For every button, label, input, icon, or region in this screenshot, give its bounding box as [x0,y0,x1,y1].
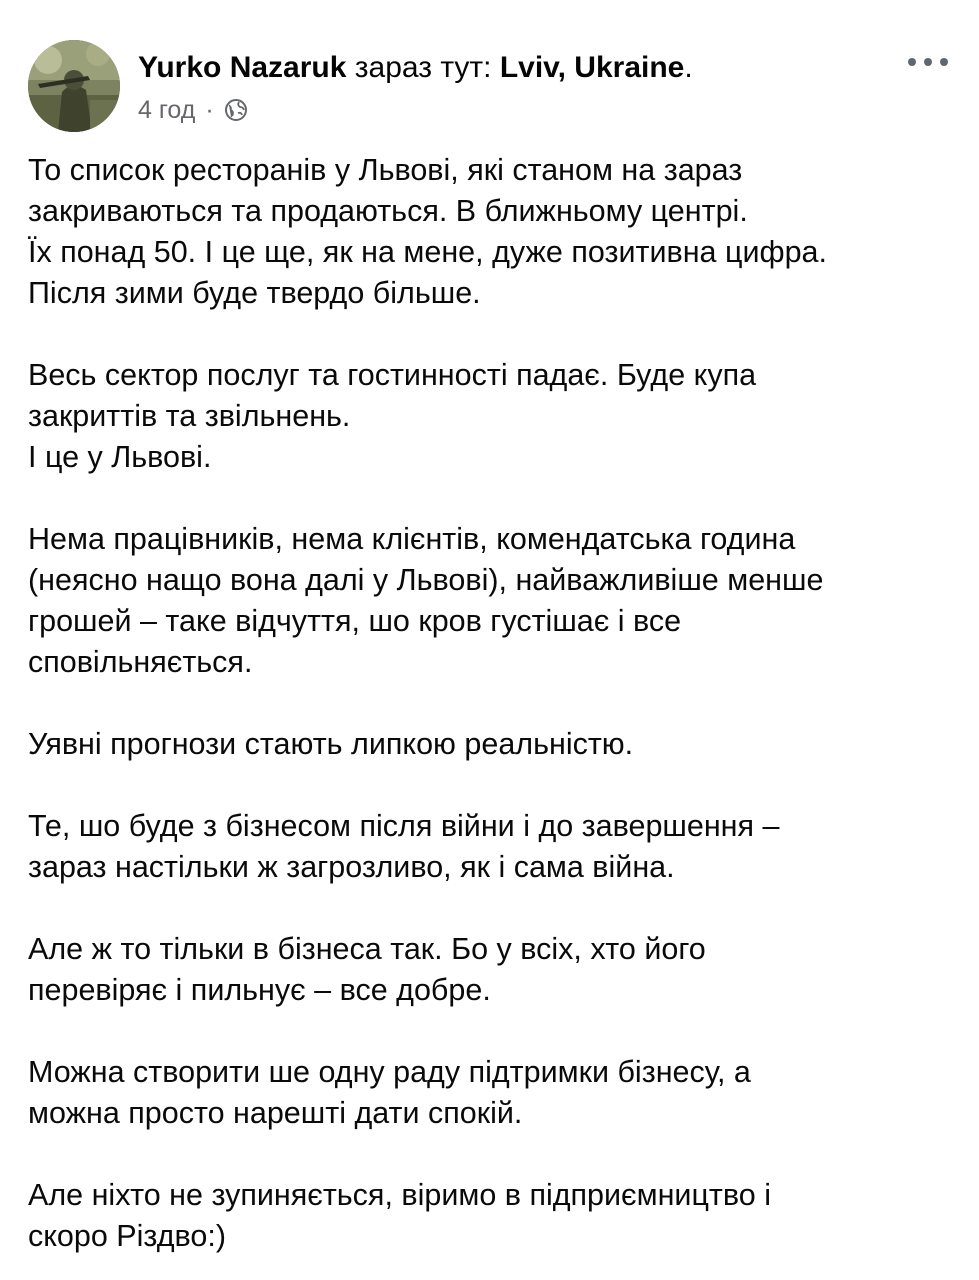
post-paragraph [28,519,963,683]
location-link[interactable]: Lviv, Ukraine [499,51,685,84]
text-line: (неясно нащо вона далі у Львові), найважливіше менше [28,563,824,597]
text-line: То список ресторанів у Львові, які станом на зараз [28,153,743,187]
text-line: грошей – таке відчуття, шо кров густішає і все [28,604,682,638]
post-meta [138,95,248,125]
post-paragraph [28,1175,963,1257]
more-dot [908,58,916,66]
more-dot [924,58,932,66]
post-paragraph [28,1052,963,1134]
text-line: закриваються та продаються. В ближньому центрі. [28,194,748,228]
author-name[interactable]: Yurko Nazaruk [138,51,347,84]
more-options-icon[interactable] [908,52,948,72]
text-line: зараз настільки ж загрозливо, як і сама війна. [28,850,675,884]
text-line: сповільняється. [28,645,253,679]
post-paragraph [28,355,963,478]
location-suffix: . [684,51,693,84]
author-line [138,50,693,86]
more-dot [940,58,948,66]
globe-icon[interactable] [224,98,248,122]
text-line: І це у Львові. [28,440,212,474]
post-timestamp[interactable]: 4 год [138,96,196,124]
post-text [28,150,963,1257]
text-line: можна просто нарешті дати спокій. [28,1096,523,1130]
post-paragraph [28,724,963,765]
text-line: Але ж то тільки в бізнеса так. Бо у всіх, хто його [28,932,706,966]
post-header [28,38,958,134]
text-line: Можна створити ше одну раду підтримки бізнесу, а [28,1055,751,1089]
text-line: Нема працівників, нема клієнтів, комендатська година [28,522,796,556]
text-line: перевіряє і пильнує – все добре. [28,973,491,1007]
avatar[interactable] [28,40,120,132]
text-line: Але ніхто не зупиняється, віримо в підприємництво і [28,1178,771,1212]
post-paragraph [28,806,963,888]
text-line: закриттів та звільнень. [28,399,351,433]
text-line: Те, шо буде з бізнесом після війни і до завершення – [28,809,780,843]
meta-separator: · [205,96,214,124]
text-line: Їх понад 50. І це ще, як на мене, дуже позитивна цифра. [28,235,827,269]
text-line: скоро Різдво:) [28,1219,226,1253]
avatar-photo [28,40,120,132]
text-line: Уявні прогнози стають липкою реальністю. [28,727,634,761]
post-paragraph [28,929,963,1011]
post-paragraph [28,150,963,314]
check-in-label: зараз тут: [354,51,492,84]
text-line: Після зими буде твердо більше. [28,276,481,310]
text-line: Весь сектор послуг та гостинності падає. Буде купа [28,358,757,392]
